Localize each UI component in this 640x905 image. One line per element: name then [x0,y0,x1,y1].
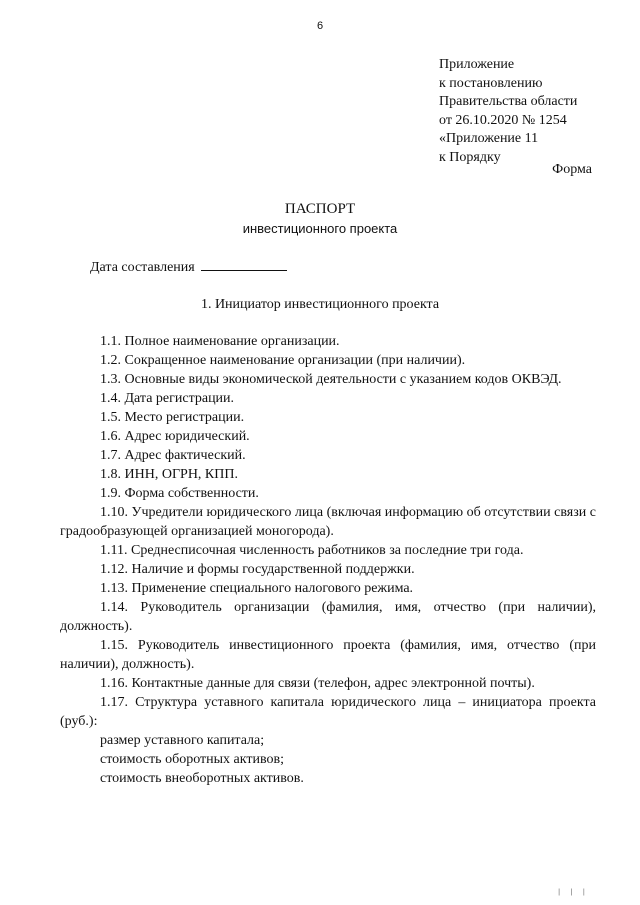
document-subtitle: инвестиционного проекта [242,221,398,236]
sub-list-item: стоимость внеоборотных активов. [100,771,304,786]
sub-list-item: стоимость оборотных активов; [100,752,284,767]
list-item: 1.2. Сокращенное наименование организации (при наличии). [100,353,466,368]
item-list [60,332,596,788]
page-number: 6 [316,20,324,32]
list-item: 1.13. Применение специального налогового режима. [100,581,414,596]
list-item: 1.5. Место регистрации. [100,410,245,425]
list-item: 1.11. Среднесписочная численность работников за последние три года. [100,543,524,558]
list-item: 1.1. Полное наименование организации. [100,334,340,349]
list-item: 1.14. Руководитель организации (фамилия, имя, отчество (при наличии), должность). [60,600,596,634]
list-item: 1.4. Дата регистрации. [100,391,235,406]
appendix-line: к Порядку [439,149,501,165]
section-title: 1. Инициатор инвестиционного проекта [200,297,440,312]
document-title: ПАСПОРТ [284,201,356,217]
list-item: 1.7. Адрес фактический. [100,448,246,463]
sub-list-item: размер уставного капитала; [100,733,265,748]
list-item: 1.12. Наличие и формы государственной поддержки. [100,562,415,577]
appendix-line: от 26.10.2020 № 1254 [439,112,567,128]
form-label: Форма [552,162,592,177]
appendix-block [439,56,599,167]
date-blank-line [201,260,287,271]
date-field [90,260,287,276]
list-item: 1.3. Основные виды экономической деятельности с указанием кодов ОКВЭД. [100,372,562,387]
list-item: 1.16. Контактные данные для связи (телефон, адрес электронной почты). [100,676,535,691]
appendix-line: Приложение [439,57,515,72]
list-item: 1.10. Учредители юридического лица (включая информацию об отсутствии связи с градообразующей организацией моногорода). [60,505,596,539]
list-item: 1.6. Адрес юридический. [100,429,250,444]
appendix-line: Правительства области [439,94,578,109]
list-item: 1.9. Форма собственности. [100,486,259,501]
list-item: 1.17. Структура уставного капитала юридического лица – инициатора проекта (руб.): [60,695,596,729]
footer-mark: | | | [556,889,588,897]
appendix-line: к постановлению [439,75,543,91]
list-item: 1.15. Руководитель инвестиционного проекта (фамилия, имя, отчество (при наличии), должность). [60,638,596,672]
appendix-line: «Приложение 11 [439,131,539,146]
list-item: 1.8. ИНН, ОГРН, КПП. [100,467,238,482]
date-label: Дата составления [90,260,195,275]
